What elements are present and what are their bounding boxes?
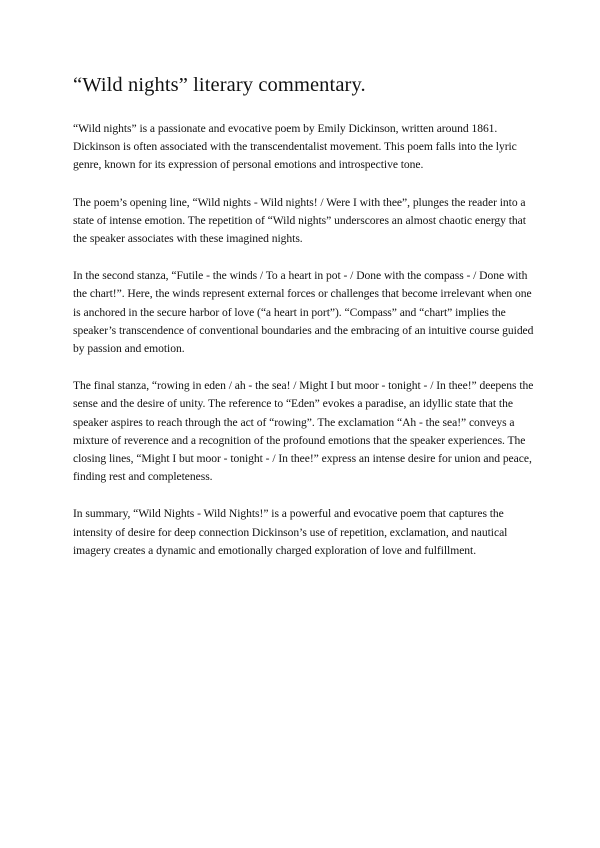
paragraph-final-stanza: The final stanza, “rowing in eden / ah - the sea! / Might I but moor - tonight - / In thee!” deepens the sense and the desire of unity. The reference to “Eden” evokes a paradise, an idyllic state that the speaker aspires to reach through the act of “rowing”. The exclamation “Ah - the sea!” conveys a mixture of reverence and a recognition of the profound emotions that the speaker experiences. The closing lines, “Might I but moor - tonight - / In thee!” express an intense desire for union and peace, finding rest and completeness. <box>73 379 534 484</box>
paragraph-introduction: “Wild nights” is a passionate and evocative poem by Emily Dickinson, written around 1861. Dickinson is often associated with the transcendentalist movement. This poem falls into the lyric genre, known for its expression of personal emotions and introspective tone. <box>73 122 517 172</box>
document-title: “Wild nights” literary commentary. <box>73 74 366 96</box>
document-page <box>73 72 535 579</box>
paragraph-summary: In summary, “Wild Nights - Wild Nights!” is a powerful and evocative poem that captures the intensity of desire for deep connection Dickinson’s use of repetition, exclamation, and nautical imagery creates a dynamic and emotionally charged exploration of love and fulfillment. <box>73 507 508 557</box>
paragraph-opening-line: The poem’s opening line, “Wild nights - Wild nights! / Were I with thee”, plunges the reader into a state of intense emotion. The repetition of “Wild nights” underscores an almost chaotic energy that the speaker associates with these imagined nights. <box>73 195 526 246</box>
paragraph-second-stanza: In the second stanza, “Futile - the winds / To a heart in pot - / Done with the compass - / Done with the chart!”. Here, the winds represent external forces or challenges that become irrelevant when one is anchored in the secure harbor of love (“a heart in port”). “Compass” and “chart” implies the speaker’s transcendence of conventional boundaries and the embracing of an intuitive course guided by passion and emotion. <box>73 269 534 356</box>
